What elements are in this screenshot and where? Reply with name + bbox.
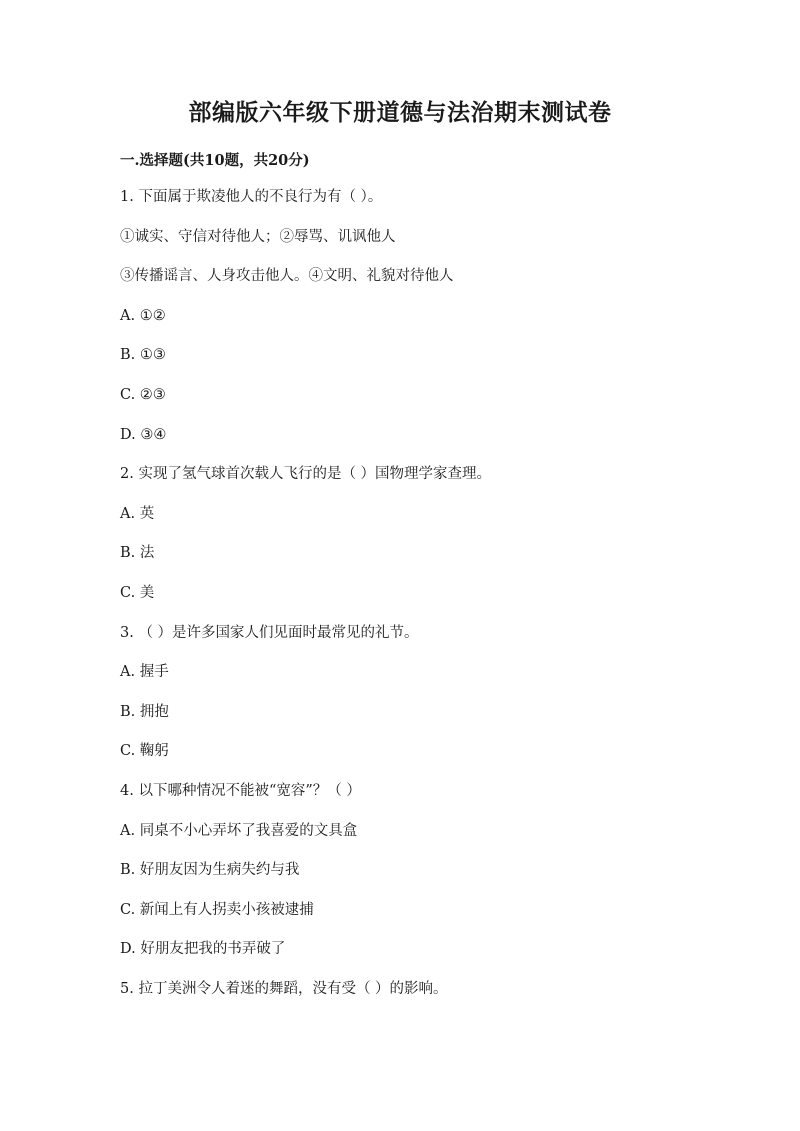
question-stem-2: 2. 实现了氢气球首次载人飞行的是（ ）国物理学家查理。 bbox=[120, 466, 492, 483]
question-stem-4: 4. 以下哪种情况不能被“宽容”？（ ） bbox=[120, 782, 361, 799]
page-title: 部编版六年级下册道德与法治期末测试卷 bbox=[188, 99, 612, 126]
question-1-option-c: C. ②③ bbox=[120, 386, 166, 403]
question-stem-3: 3. （ ）是许多国家人们见面时最常见的礼节。 bbox=[120, 624, 419, 641]
question-1-statement-1: ①诚实、守信对待他人；②辱骂、讥讽他人 bbox=[120, 228, 396, 245]
question-3-option-a: A. 握手 bbox=[120, 664, 169, 681]
question-2-option-a: A. 英 bbox=[120, 505, 155, 522]
question-1-option-b: B. ①③ bbox=[120, 347, 166, 364]
question-3-option-b: B. 拥抱 bbox=[120, 703, 169, 720]
question-4-option-c: C. 新闻上有人拐卖小孩被逮捕 bbox=[120, 901, 314, 918]
question-4-option-a: A. 同桌不小心弄坏了我喜爱的文具盒 bbox=[120, 822, 358, 839]
question-3-option-c: C. 鞠躬 bbox=[120, 743, 169, 760]
question-2-option-b: B. 法 bbox=[120, 545, 155, 562]
question-4-option-b: B. 好朋友因为生病失约与我 bbox=[120, 862, 300, 879]
question-list bbox=[120, 187, 700, 1018]
question-stem-5: 5. 拉丁美洲令人着迷的舞蹈，没有受（ ）的影响。 bbox=[120, 980, 448, 997]
question-1-statement-2: ③传播谣言、人身攻击他人。④文明、礼貌对待他人 bbox=[120, 268, 454, 285]
section-heading: 一.选择题(共10题，共20分) bbox=[120, 152, 310, 169]
question-1-option-a: A. ①② bbox=[120, 307, 166, 324]
question-4-option-d: D. 好朋友把我的书弄破了 bbox=[120, 941, 286, 958]
question-2-option-c: C. 美 bbox=[120, 584, 155, 601]
question-1-option-d: D. ③④ bbox=[120, 426, 167, 443]
question-stem-1: 1. 下面属于欺凌他人的不良行为有（ ）。 bbox=[120, 189, 383, 205]
